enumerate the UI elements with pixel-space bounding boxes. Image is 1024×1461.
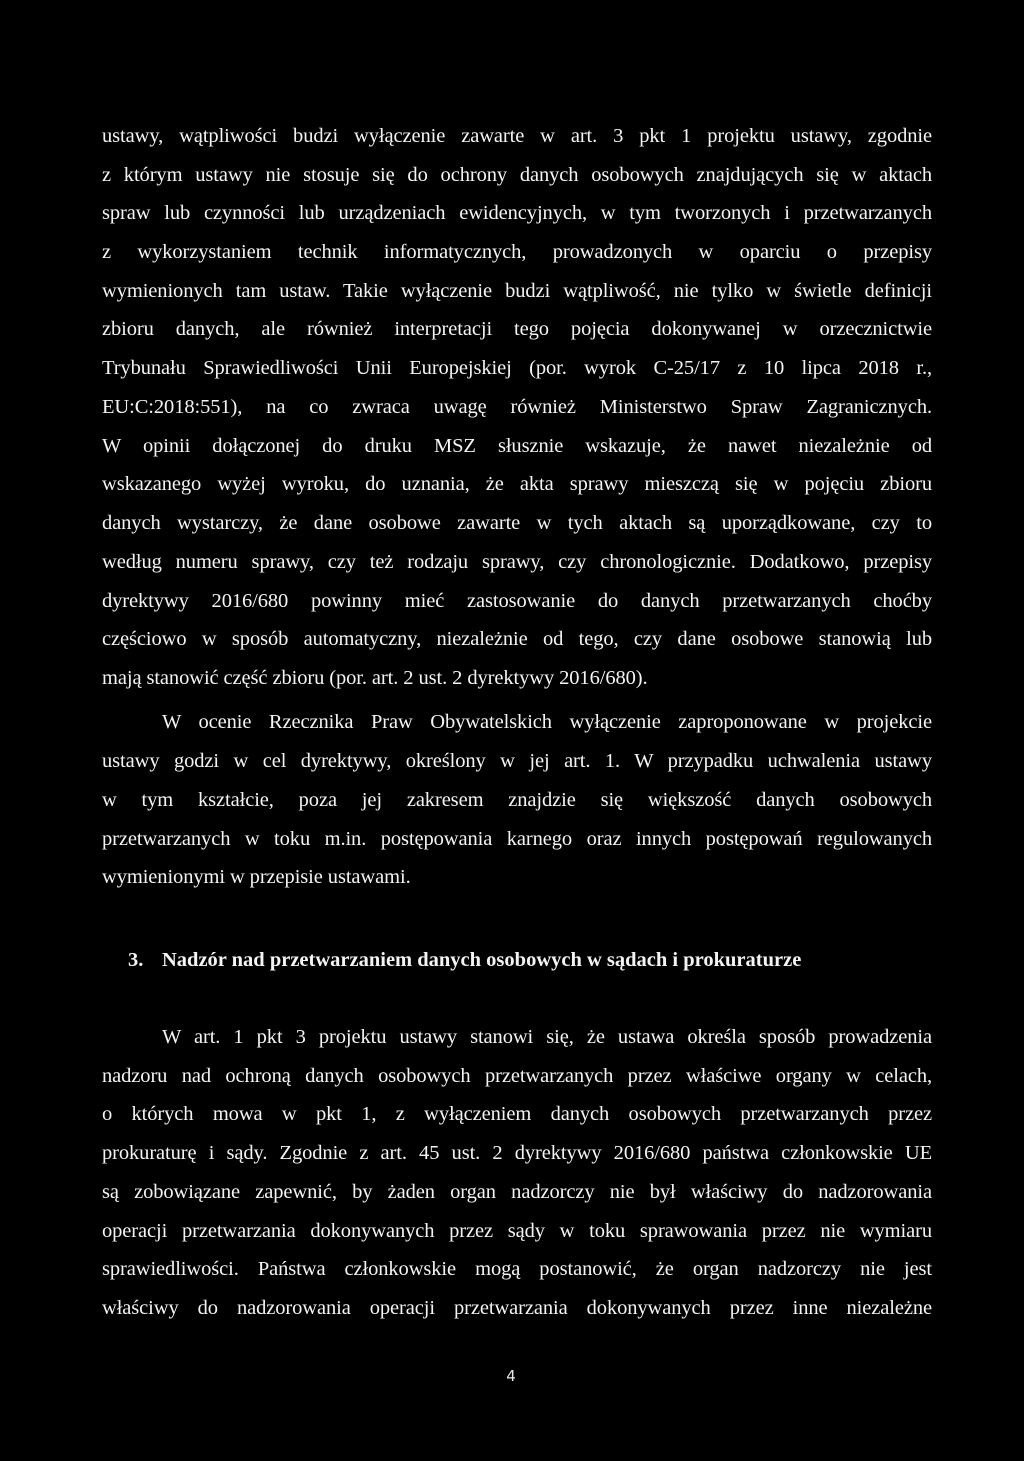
section-number: 3. (128, 949, 144, 971)
text-line: częściowo w sposób automatyczny, niezależnie od tego, czy dane osobowe stanowią lub (102, 628, 932, 650)
text-line: spraw lub czynności lub urządzeniach ewidencyjnych, w tym tworzonych i przetwarzanych (102, 202, 932, 224)
text-line: operacji przetwarzania dokonywanych przez sądy w toku sprawowania przez nie wymiaru (102, 1220, 932, 1242)
text-line: o których mowa w pkt 1, z wyłączeniem danych osobowych przetwarzanych przez (102, 1103, 932, 1125)
text-line: Trybunału Sprawiedliwości Unii Europejskiej (por. wyrok C-25/17 z 10 lipca 2018 r., (102, 357, 932, 379)
text-line: W ocenie Rzecznika Praw Obywatelskich wyłączenie zaproponowane w projekcie (162, 711, 932, 733)
text-line: nadzoru nad ochroną danych osobowych przetwarzanych przez właściwe organy w celach, (102, 1065, 932, 1087)
text-line: wskazanego wyżej wyroku, do uznania, że akta sprawy mieszczą się w pojęciu zbioru (102, 473, 932, 495)
text-line: są zobowiązane zapewnić, by żaden organ nadzorczy nie był właściwy do nadzorowania (102, 1181, 932, 1203)
page-number: 4 (506, 1367, 516, 1385)
text-line: przetwarzanych w toku m.in. postępowania karnego oraz innych postępowań regulowanych (102, 828, 932, 850)
text-line: ustawy, wątpliwości budzi wyłączenie zawarte w art. 3 pkt 1 projektu ustawy, zgodnie (102, 125, 932, 147)
section-title: Nadzór nad przetwarzaniem danych osobowych w sądach i prokuraturze (162, 949, 802, 971)
text-line: mają stanowić część zbioru (por. art. 2 ust. 2 dyrektywy 2016/680). (102, 667, 648, 689)
text-line: z którym ustawy nie stosuje się do ochrony danych osobowych znajdujących się w aktach (102, 164, 932, 186)
text-line: sprawiedliwości. Państwa członkowskie mogą postanowić, że organ nadzorczy nie jest (102, 1258, 932, 1280)
text-line: prokuraturę i sądy. Zgodnie z art. 45 ust. 2 dyrektywy 2016/680 państwa członkowskie UE (102, 1142, 932, 1164)
text-line: dyrektywy 2016/680 powinny mieć zastosowanie do danych przetwarzanych choćby (102, 590, 932, 612)
text-line: W art. 1 pkt 3 projektu ustawy stanowi się, że ustawa określa sposób prowadzenia (162, 1026, 932, 1048)
text-line: z wykorzystaniem technik informatycznych, prowadzonych w oparciu o przepisy (102, 241, 932, 263)
text-line: według numeru sprawy, czy też rodzaju sprawy, czy chronologicznie. Dodatkowo, przepisy (102, 551, 932, 573)
text-line: ustawy godzi w cel dyrektywy, określony w jej art. 1. W przypadku uchwalenia ustawy (102, 750, 932, 772)
text-line: danych wystarczy, że dane osobowe zawarte w tych aktach są uporządkowane, czy to (102, 512, 932, 534)
text-line: EU:C:2018:551), na co zwraca uwagę również Ministerstwo Spraw Zagranicznych. (102, 396, 932, 418)
text-line: wymienionymi w przepisie ustawami. (102, 866, 411, 888)
text-line: W opinii dołączonej do druku MSZ słusznie wskazuje, że nawet niezależnie od (102, 435, 932, 457)
text-line: właściwy do nadzorowania operacji przetwarzania dokonywanych przez inne niezależne (102, 1297, 932, 1319)
text-line: w tym kształcie, poza jej zakresem znajdzie się większość danych osobowych (102, 789, 932, 811)
text-line: zbioru danych, ale również interpretacji tego pojęcia dokonywanej w orzecznictwie (102, 318, 932, 340)
text-line: wymienionych tam ustaw. Takie wyłączenie budzi wątpliwość, nie tylko w świetle definicji (102, 280, 932, 302)
section-heading (128, 940, 888, 980)
